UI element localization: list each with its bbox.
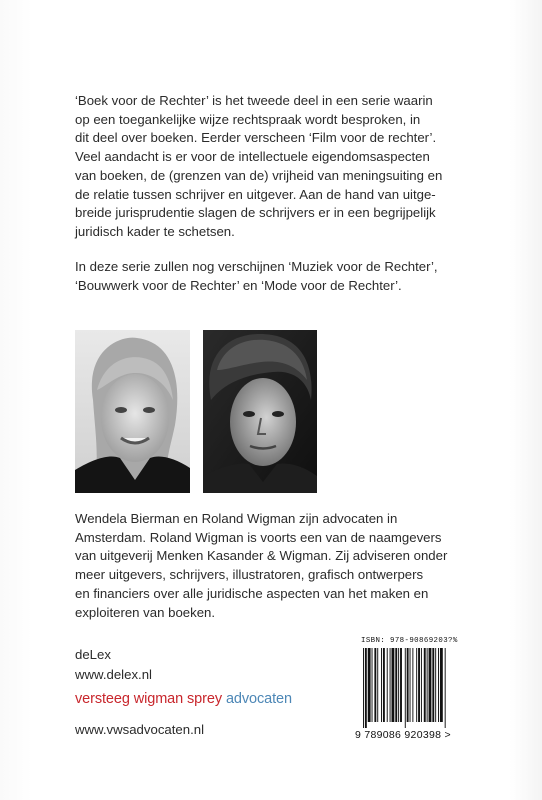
barcode-bar <box>432 648 434 722</box>
authors-line: van uitgeverij Menken Kasander & Wigman. Zij adviseren onder <box>75 548 448 564</box>
series-paragraph <box>75 258 495 295</box>
authors-line: Amsterdam. Roland Wigman is voorts een van de naamgevers <box>75 529 442 545</box>
intro-line: dit deel over boeken. Eerder verscheen ‘Film voor de rechter’. <box>75 130 437 146</box>
series-line: ‘Bouwwerk voor de Rechter’ en ‘Mode voor de Rechter’. <box>75 277 402 293</box>
barcode-bar <box>405 648 406 728</box>
barcode-bar <box>424 648 426 722</box>
barcode-bar <box>383 648 385 722</box>
barcode-bar <box>387 648 388 722</box>
barcode-bar <box>410 648 411 722</box>
barcode-bar <box>435 648 436 722</box>
intro-line: van boeken, de (grenzen van de) vrijheid van meningsuiting en <box>75 167 443 183</box>
publisher-name: deLex <box>75 647 111 662</box>
barcode-bar <box>390 648 391 722</box>
barcode-bar <box>377 648 378 722</box>
authors-line: en financiers over alle juridische aspecten van het maken en <box>75 585 429 601</box>
intro-line: juridisch kader te schetsen. <box>75 223 235 239</box>
barcode-bar <box>407 648 409 722</box>
publisher-url[interactable]: www.delex.nl <box>75 667 152 682</box>
barcode-digits: 9 789086 920398 > <box>355 729 451 741</box>
authors-line: Wendela Bierman en Roland Wigman zijn advocaten in <box>75 511 398 526</box>
isbn-barcode <box>355 637 483 749</box>
firm-logo <box>75 690 292 708</box>
barcode-bar <box>400 648 402 722</box>
author-photo-man <box>203 330 317 493</box>
barcode-bar <box>368 648 371 722</box>
intro-line: de relatie tussen schrijver en uitgever. Aan de hand van uitge- <box>75 186 436 202</box>
barcode-bars <box>355 648 483 728</box>
barcode-bar <box>416 648 417 722</box>
author-photo-woman <box>75 330 190 493</box>
barcode-bar <box>429 648 432 722</box>
barcode-bar <box>381 648 382 722</box>
barcode-bar <box>363 648 364 728</box>
intro-line: Veel aandacht is er voor de intellectuele eigendomsaspecten <box>75 149 430 165</box>
firm-name-blue: advocaten <box>225 691 292 707</box>
barcode-bar <box>421 648 422 722</box>
barcode-bar <box>374 648 376 722</box>
barcode-bar <box>412 648 413 722</box>
intro-paragraph <box>75 92 495 242</box>
barcode-bar <box>427 648 428 722</box>
barcode-bar <box>372 648 373 722</box>
barcode-bar <box>398 648 399 722</box>
barcode-bar <box>418 648 420 722</box>
isbn-label: ISBN: 978-90869203?% <box>361 637 458 645</box>
barcode-bar <box>365 648 367 728</box>
intro-line: breide jurisprudentie slagen de schrijvers er in een begrijpelijk <box>75 205 436 221</box>
barcode-bar <box>392 648 395 722</box>
intro-line: ‘Boek voor de Rechter’ is het tweede deel in een serie waarin <box>75 93 433 108</box>
authors-line: meer uitgevers, schrijvers, illustratoren, grafisch ontwerpers <box>75 567 424 583</box>
series-line: In deze serie zullen nog verschijnen ‘Muziek voor de Rechter’, <box>75 259 438 274</box>
intro-line: op een toegankelijke wijze rechtspraak wordt besproken, in <box>75 111 421 127</box>
barcode-bar <box>438 648 439 722</box>
barcode-bar <box>445 648 446 728</box>
authors-paragraph <box>75 510 495 622</box>
firm-name-red: versteeg wigman sprey <box>75 691 222 707</box>
firm-url[interactable]: www.vwsadvocaten.nl <box>75 722 205 737</box>
barcode-bar <box>440 648 443 722</box>
barcode-bar <box>395 648 397 722</box>
authors-line: exploiteren van boeken. <box>75 604 216 620</box>
